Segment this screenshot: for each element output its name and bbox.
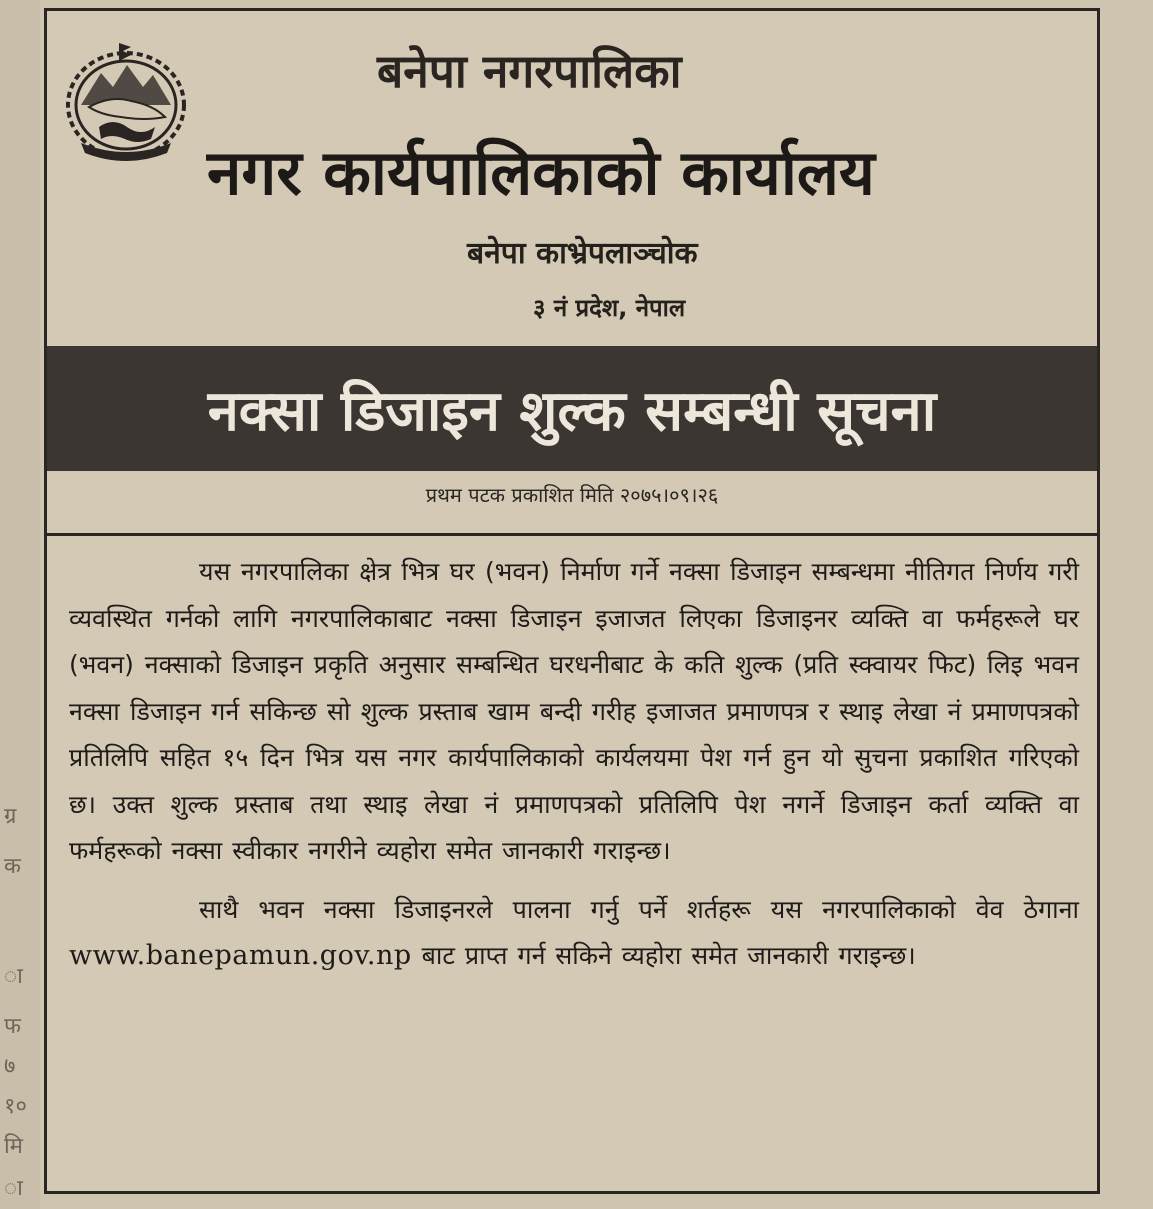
paragraph-text: साथै भवन नक्सा डिजाइनरले पालना गर्नु पर्ने शर्तहरू यस नगरपालिकाको वेव ठेगाना: [199, 894, 1079, 924]
office-province: ३ नं प्रदेश, नेपाल: [533, 294, 686, 322]
office-name: नगर कार्यपालिकाको कार्यालय: [207, 136, 875, 209]
bleed-fragment: मि: [4, 1134, 23, 1159]
bleed-fragment: १०: [4, 1094, 27, 1119]
bleed-fragment: ७: [4, 1054, 16, 1079]
bleed-fragment: क: [4, 854, 21, 879]
notice-frame: [44, 8, 1100, 1194]
website-url[interactable]: www.banepamun.gov.np: [69, 940, 412, 971]
notice-title-banner: [47, 346, 1097, 471]
published-date: प्रथम पटक प्रकाशित मिति २०७५।०९।२६: [425, 483, 719, 507]
bleed-fragment: ा: [4, 1176, 23, 1201]
paragraph-text: बाट प्राप्त गर्न सकिने व्यहोरा समेत जानकारी गराइन्छ।: [421, 941, 916, 970]
bleed-fragment: ग्र: [4, 804, 17, 829]
bleed-fragment: ा: [4, 964, 23, 989]
notice-title: नक्सा डिजाइन शुल्क सम्बन्धी सूचना: [207, 378, 937, 444]
notice-paragraph: [69, 887, 1079, 980]
notice-paragraph: यस नगरपालिका क्षेत्र भित्र घर (भवन) निर्माण गर्ने नक्सा डिजाइन सम्बन्धमा नीतिगत निर्णय गरी व्यवस्थित गर्नको लागि नगरपालिकाबाट नक्सा डिजाइन इजाजत लिएका डिजाइनर व्यक्ति वा फर्महरूले घर (भवन) नक्साको डिजाइन प्रकृति अनुसार सम्बन्धित घरधनीबाट के कति शुल्क (प्रति स्क्वायर फिट) लिइ भवन नक्सा डिजाइन गर्न सकिन्छ सो शुल्क प्रस्ताब खाम बन्दी गरीह इजाजत प्रमाणपत्र र स्थाइ लेखा नं प्रमाणपत्रको प्रतिलिपि सहित १५ दिन भित्र यस नगर कार्यपालिकाको कार्यलयमा पेश गर्न हुन यो सुचना प्रकाशित गरिएको छ। उक्त शुल्क प्रस्ताब तथा स्थाइ लेखा नं प्रमाणपत्रको प्रतिलिपि पेश नगर्ने डिजाइन कर्ता व्यक्ति वा फर्महरूको नक्सा स्वीकार नगरीने व्यहोरा समेत जानकारी गराइन्छ।: [69, 557, 1079, 865]
divider: [47, 533, 1097, 536]
notice-body: [69, 549, 1079, 992]
municipality-name: बनेपा नगरपालिका: [377, 44, 682, 98]
masthead: [47, 11, 1097, 341]
office-location: बनेपा काभ्रेपलाञ्चोक: [467, 236, 698, 271]
bleed-fragment: फ: [4, 1014, 21, 1039]
nepal-government-emblem-icon: [61, 35, 191, 165]
adjacent-column-bleed: [0, 0, 40, 1209]
